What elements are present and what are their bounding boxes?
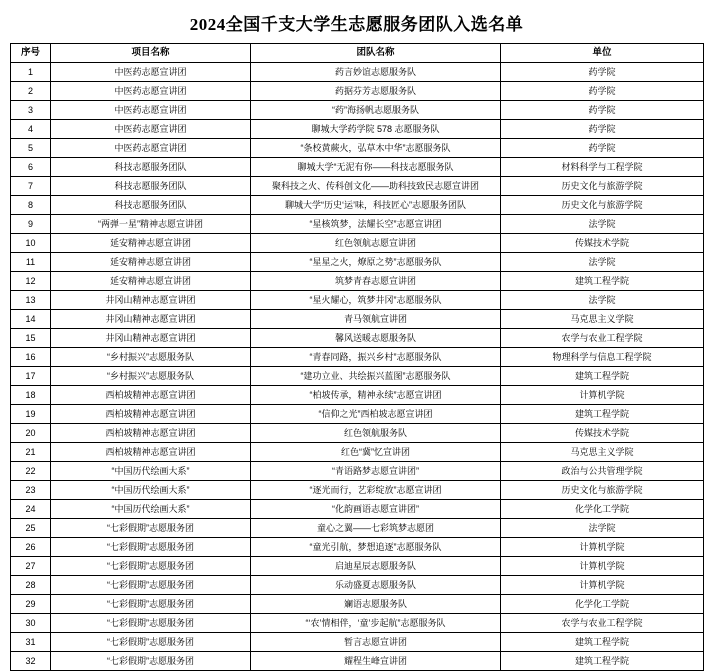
row-unit: 建筑工程学院 <box>501 272 704 291</box>
row-team: 药据芬芳志愿服务队 <box>251 82 501 101</box>
table-row <box>11 500 704 519</box>
row-index: 26 <box>11 538 51 557</box>
row-unit: 药学院 <box>501 139 704 158</box>
row-index: 31 <box>11 633 51 652</box>
row-unit: 农学与农业工程学院 <box>501 329 704 348</box>
row-project: “中国历代绘画大系” <box>51 500 251 519</box>
row-unit: 农学与农业工程学院 <box>501 614 704 633</box>
row-project: 西柏坡精神志愿宣讲团 <box>51 443 251 462</box>
row-team: “柏坡传承，精神永续”志愿宣讲团 <box>251 386 501 405</box>
row-unit: 药学院 <box>501 82 704 101</box>
row-team: 斓语志愿服务队 <box>251 595 501 614</box>
row-project: “两弹一星”精神志愿宣讲团 <box>51 215 251 234</box>
row-team: “童光引航，梦想追逐”志愿服务队 <box>251 538 501 557</box>
row-project: 井冈山精神志愿宣讲团 <box>51 310 251 329</box>
table-row <box>11 557 704 576</box>
row-unit: 政治与公共管理学院 <box>501 462 704 481</box>
row-project: 延安精神志愿宣讲团 <box>51 272 251 291</box>
row-index: 11 <box>11 253 51 272</box>
row-project: “乡村振兴”志愿服务队 <box>51 367 251 386</box>
row-team: 耀程生峰宣讲团 <box>251 652 501 671</box>
row-team: 聊城大学“无泥有你——科技志愿服务队 <box>251 158 501 177</box>
row-team: “青春同路，振兴乡村”志愿服务队 <box>251 348 501 367</box>
row-team: “星火耀心，筑梦井冈”志愿服务队 <box>251 291 501 310</box>
row-project: 科技志愿服务团队 <box>51 196 251 215</box>
row-index: 30 <box>11 614 51 633</box>
row-index: 17 <box>11 367 51 386</box>
row-project: “乡村振兴”志愿服务队 <box>51 348 251 367</box>
table-row <box>11 462 704 481</box>
row-index: 29 <box>11 595 51 614</box>
row-project: 西柏坡精神志愿宣讲团 <box>51 405 251 424</box>
row-index: 28 <box>11 576 51 595</box>
row-project: “七彩假期”志愿服务团 <box>51 557 251 576</box>
row-project: 西柏坡精神志愿宣讲团 <box>51 386 251 405</box>
table-row <box>11 386 704 405</box>
page-title: 2024全国千支大学生志愿服务团队入选名单 <box>189 15 524 34</box>
row-team: “条校黄蕨火，弘草木中华”志愿服务队 <box>251 139 501 158</box>
row-team: 药言妙谊志愿服务队 <box>251 63 501 82</box>
row-unit: 法学院 <box>501 519 704 538</box>
row-index: 12 <box>11 272 51 291</box>
row-index: 20 <box>11 424 51 443</box>
row-index: 27 <box>11 557 51 576</box>
table-row <box>11 310 704 329</box>
row-unit: 物理科学与信息工程学院 <box>501 348 704 367</box>
table-row <box>11 633 704 652</box>
table-row <box>11 196 704 215</box>
row-unit: 建筑工程学院 <box>501 367 704 386</box>
table-row <box>11 63 704 82</box>
row-team: “星核筑梦，法耀长空”志愿宣讲团 <box>251 215 501 234</box>
row-unit: 历史文化与旅游学院 <box>501 481 704 500</box>
row-unit: 药学院 <box>501 120 704 139</box>
row-unit: 马克思主义学院 <box>501 310 704 329</box>
row-index: 10 <box>11 234 51 253</box>
table-row <box>11 272 704 291</box>
table-row <box>11 215 704 234</box>
table-row <box>11 405 704 424</box>
row-team: 筑梦青春志愿宣讲团 <box>251 272 501 291</box>
row-index: 3 <box>11 101 51 120</box>
row-index: 24 <box>11 500 51 519</box>
row-unit: 计算机学院 <box>501 386 704 405</box>
row-index: 25 <box>11 519 51 538</box>
row-project: 中医药志愿宣讲团 <box>51 101 251 120</box>
row-project: “七彩假期”志愿服务团 <box>51 595 251 614</box>
row-project: “七彩假期”志愿服务团 <box>51 538 251 557</box>
row-project: 井冈山精神志愿宣讲团 <box>51 291 251 310</box>
row-unit: 法学院 <box>501 291 704 310</box>
row-project: 延安精神志愿宣讲团 <box>51 253 251 272</box>
table-row <box>11 139 704 158</box>
row-unit: 药学院 <box>501 63 704 82</box>
row-team: “化韵画语志愿宣讲团” <box>251 500 501 519</box>
row-index: 19 <box>11 405 51 424</box>
table-row <box>11 519 704 538</box>
row-index: 18 <box>11 386 51 405</box>
row-index: 9 <box>11 215 51 234</box>
row-index: 4 <box>11 120 51 139</box>
row-unit: 建筑工程学院 <box>501 652 704 671</box>
row-unit: 计算机学院 <box>501 557 704 576</box>
row-unit: 建筑工程学院 <box>501 405 704 424</box>
table-row <box>11 367 704 386</box>
row-unit: 药学院 <box>501 101 704 120</box>
row-project: 延安精神志愿宣讲团 <box>51 234 251 253</box>
row-team: “青语路梦志愿宣讲团” <box>251 462 501 481</box>
row-unit: 化学化工学院 <box>501 500 704 519</box>
row-index: 8 <box>11 196 51 215</box>
table-row <box>11 101 704 120</box>
table-row <box>11 234 704 253</box>
row-unit: 法学院 <box>501 253 704 272</box>
column-header-team: 团队名称 <box>251 44 501 63</box>
table-header-row <box>11 44 704 63</box>
row-project: 中医药志愿宣讲团 <box>51 82 251 101</box>
table-body <box>11 63 704 671</box>
table-row <box>11 82 704 101</box>
table-head <box>11 44 704 63</box>
row-unit: 法学院 <box>501 215 704 234</box>
row-team: 红色领航志愿宣讲团 <box>251 234 501 253</box>
row-unit: 建筑工程学院 <box>501 633 704 652</box>
roster-table <box>10 43 704 671</box>
table-row <box>11 576 704 595</box>
table-row <box>11 291 704 310</box>
row-team: 聊城大学药学院 578 志愿服务队 <box>251 120 501 139</box>
table-row <box>11 348 704 367</box>
row-team: 红色领航服务队 <box>251 424 501 443</box>
column-header-unit: 单位 <box>501 44 704 63</box>
row-team: 聚科技之火、传科创文化——助科技致民志愿宣讲团 <box>251 177 501 196</box>
row-index: 21 <box>11 443 51 462</box>
row-unit: 材料科学与工程学院 <box>501 158 704 177</box>
row-index: 14 <box>11 310 51 329</box>
column-header-index: 序号 <box>11 44 51 63</box>
row-team: 馨风送暖志愿服务队 <box>251 329 501 348</box>
row-project: 中医药志愿宣讲团 <box>51 139 251 158</box>
table-row <box>11 424 704 443</box>
row-index: 5 <box>11 139 51 158</box>
row-project: 中医药志愿宣讲团 <box>51 120 251 139</box>
row-team: “建功立业、共绘振兴蓝图”志愿服务队 <box>251 367 501 386</box>
table-row <box>11 329 704 348</box>
row-team: 童心之翼——七彩筑梦志愿团 <box>251 519 501 538</box>
row-unit: 马克思主义学院 <box>501 443 704 462</box>
table-row <box>11 120 704 139</box>
row-project: “中国历代绘画大系” <box>51 462 251 481</box>
row-unit: 历史文化与旅游学院 <box>501 177 704 196</box>
table-row <box>11 652 704 671</box>
row-team: 红色“冀”忆宣讲团 <box>251 443 501 462</box>
table-row <box>11 253 704 272</box>
table-row <box>11 481 704 500</box>
row-team: “药”海扬帆志愿服务队 <box>251 101 501 120</box>
table-row <box>11 614 704 633</box>
row-index: 13 <box>11 291 51 310</box>
row-team: 乐动盛夏志愿服务队 <box>251 576 501 595</box>
table-row <box>11 538 704 557</box>
row-project: “七彩假期”志愿服务团 <box>51 633 251 652</box>
row-team: 聊城大学“历史‘运’味，科技匠心”志愿服务团队 <box>251 196 501 215</box>
table-row <box>11 158 704 177</box>
column-header-project: 项目名称 <box>51 44 251 63</box>
row-unit: 历史文化与旅游学院 <box>501 196 704 215</box>
row-index: 7 <box>11 177 51 196</box>
row-index: 23 <box>11 481 51 500</box>
row-index: 16 <box>11 348 51 367</box>
row-index: 2 <box>11 82 51 101</box>
table-row <box>11 177 704 196</box>
row-project: “七彩假期”志愿服务团 <box>51 576 251 595</box>
row-project: 科技志愿服务团队 <box>51 158 251 177</box>
row-project: 科技志愿服务团队 <box>51 177 251 196</box>
row-index: 6 <box>11 158 51 177</box>
row-unit: 传媒技术学院 <box>501 424 704 443</box>
row-project: 西柏坡精神志愿宣讲团 <box>51 424 251 443</box>
table-row <box>11 443 704 462</box>
row-team: 暂言志愿宣讲团 <box>251 633 501 652</box>
row-project: “七彩假期”志愿服务团 <box>51 519 251 538</box>
row-team: “逐光而行，艺彩绽放”志愿宣讲团 <box>251 481 501 500</box>
row-index: 15 <box>11 329 51 348</box>
row-team: 青马领航宣讲团 <box>251 310 501 329</box>
row-unit: 传媒技术学院 <box>501 234 704 253</box>
row-project: “七彩假期”志愿服务团 <box>51 652 251 671</box>
row-team: “‘农’情相伴，‘童’步起航”志愿服务队 <box>251 614 501 633</box>
row-project: 中医药志愿宣讲团 <box>51 63 251 82</box>
row-project: 井冈山精神志愿宣讲团 <box>51 329 251 348</box>
row-team: 启迪星辰志愿服务队 <box>251 557 501 576</box>
row-index: 1 <box>11 63 51 82</box>
row-project: “中国历代绘画大系” <box>51 481 251 500</box>
row-team: “信仰之光”西柏坡志愿宣讲团 <box>251 405 501 424</box>
row-team: “星星之火，燎原之势”志愿服务队 <box>251 253 501 272</box>
table-row <box>11 595 704 614</box>
row-index: 22 <box>11 462 51 481</box>
row-unit: 计算机学院 <box>501 576 704 595</box>
row-unit: 化学化工学院 <box>501 595 704 614</box>
row-unit: 计算机学院 <box>501 538 704 557</box>
row-project: “七彩假期”志愿服务团 <box>51 614 251 633</box>
row-index: 32 <box>11 652 51 671</box>
